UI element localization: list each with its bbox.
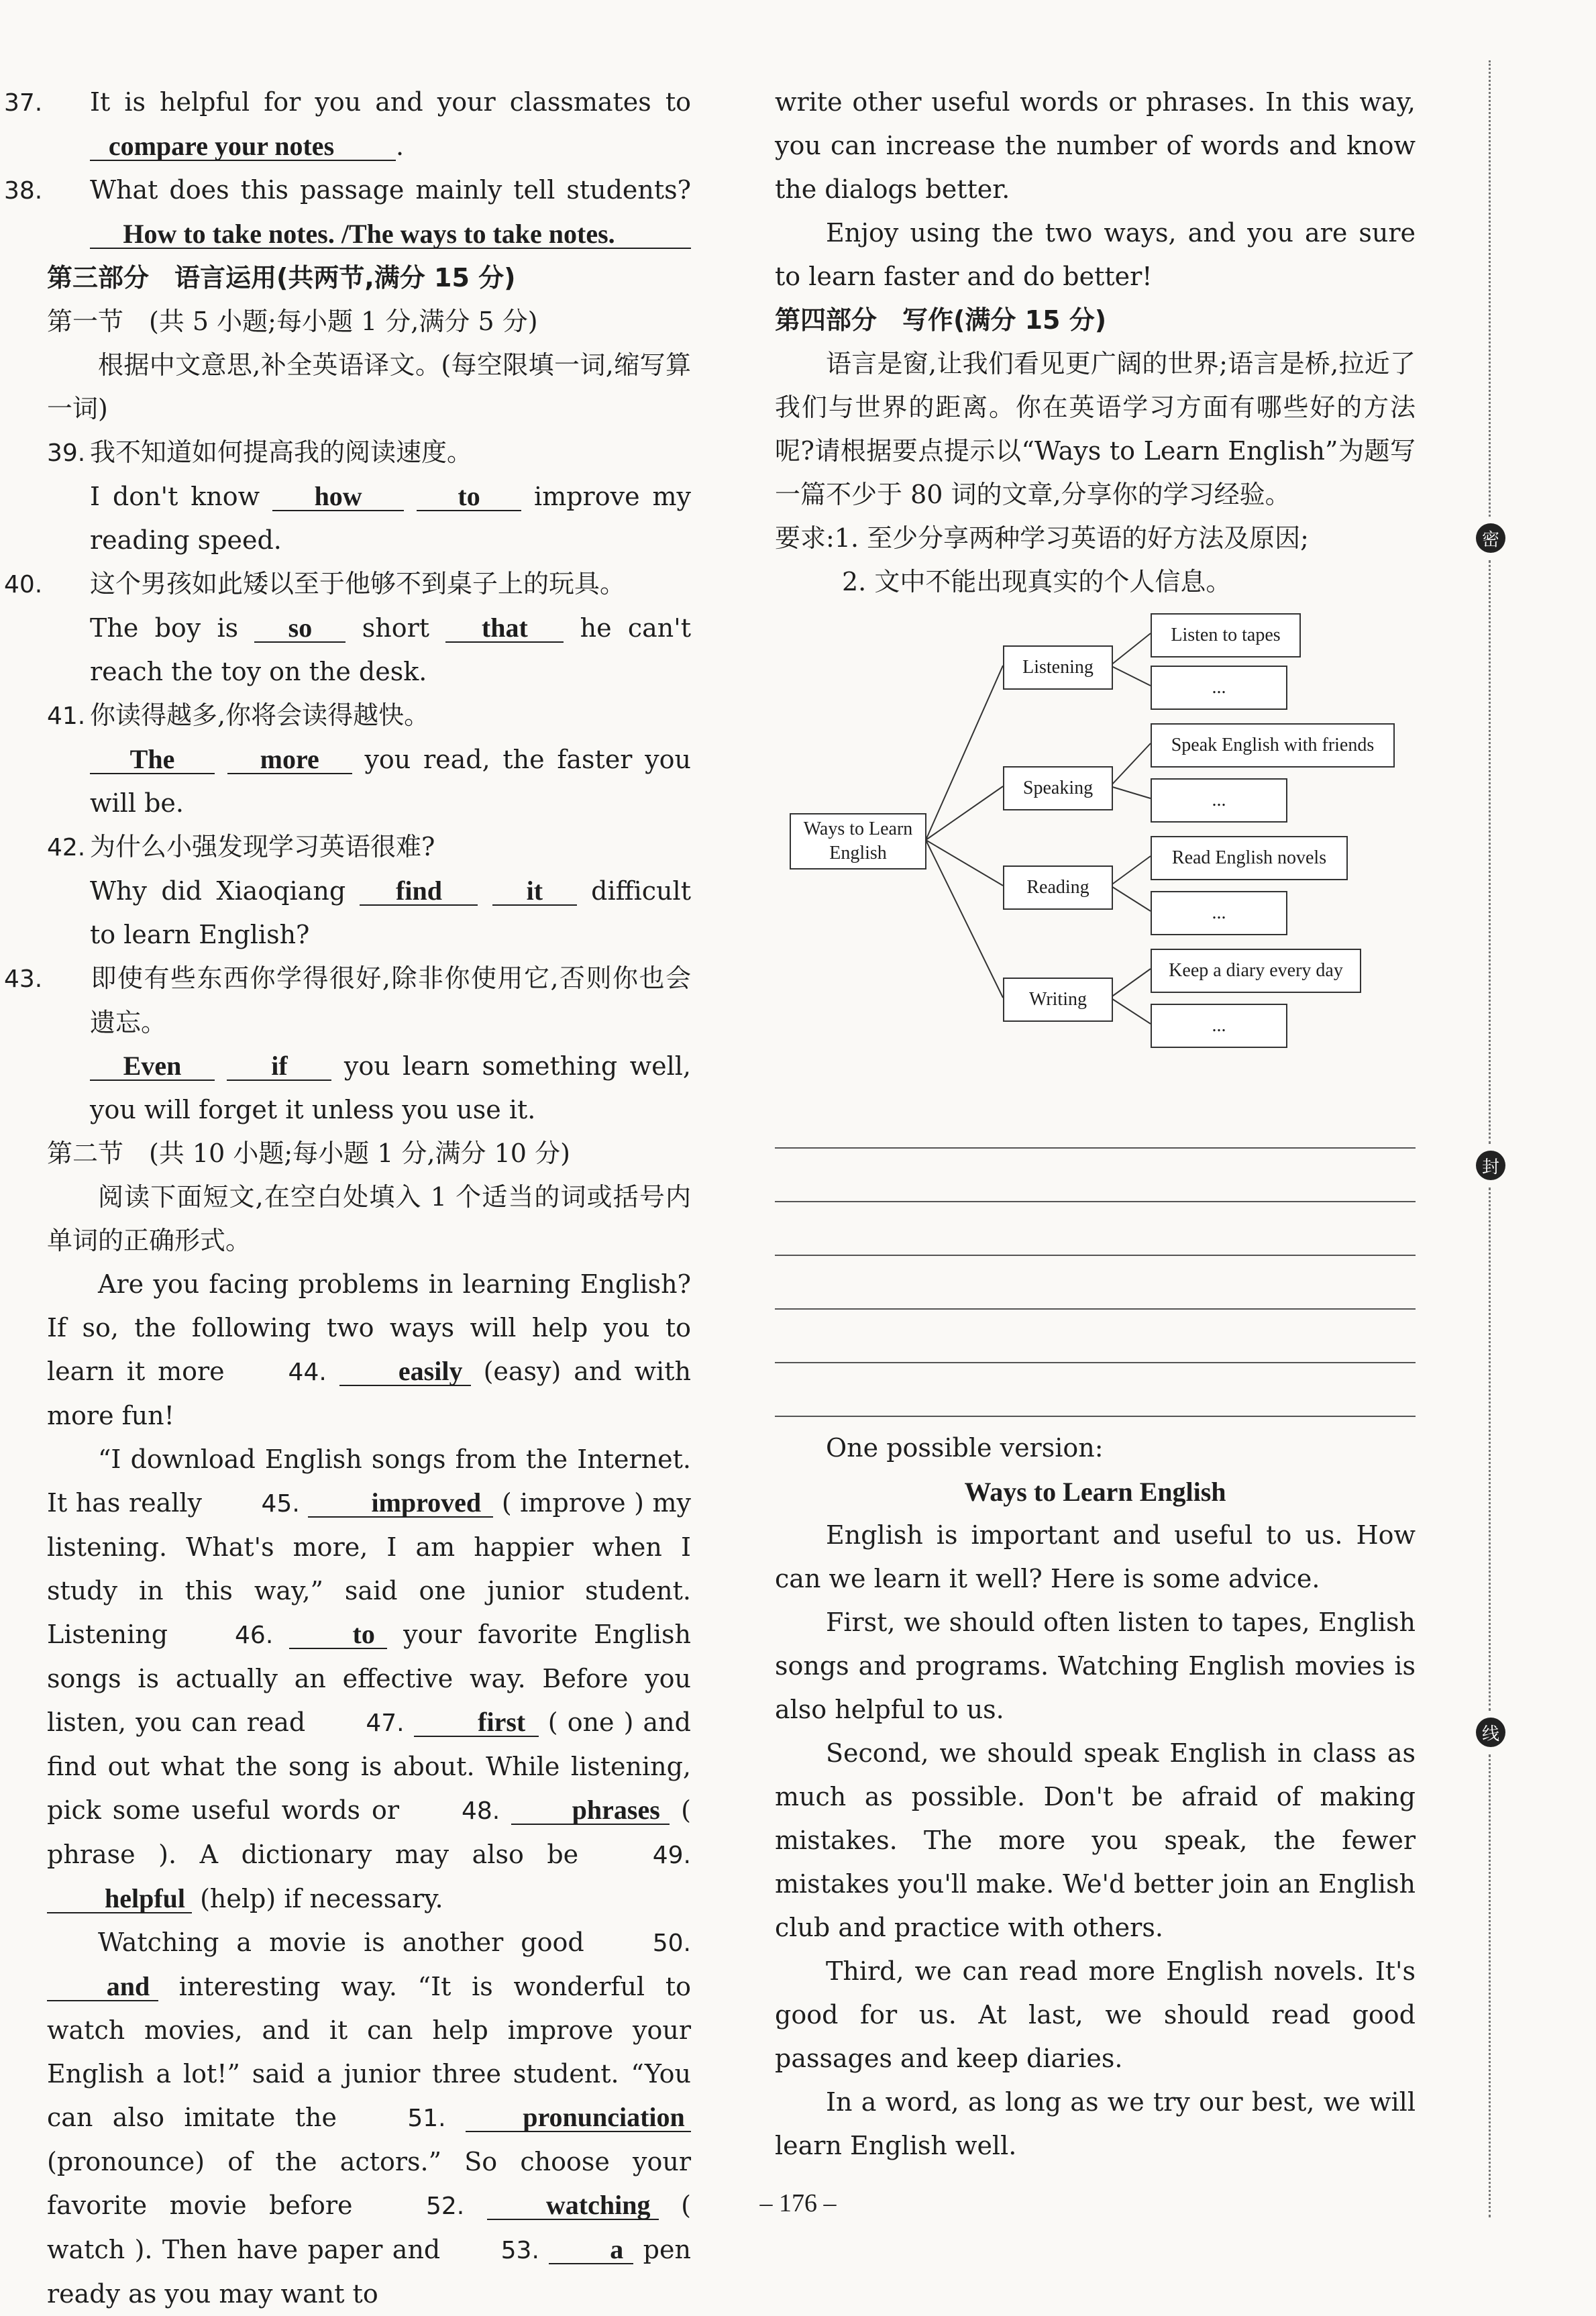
connector-line [1110, 998, 1151, 1024]
answer-42a: find [360, 878, 478, 906]
question-42-cn: 42. 为什么小强发现学习英语很难? [47, 832, 435, 861]
question-43-en: Even if you learn something well, you will forget it unless you use it. [90, 1051, 691, 1124]
writing-prompt: 语言是窗,让我们看见更广阔的世界;语言是桥,拉近了我们与世界的距离。你在英语学习方面有哪些好的方法呢?请根据要点提示以“Ways to Learn English”为题写一篇不少于 80 词的文章,分享你的学习经验。 [775, 349, 1416, 509]
mind-map-root: Ways to Learn English [790, 813, 926, 870]
answer-40a: so [254, 615, 345, 643]
section2-instructions: 阅读下面短文,在空白处填入 1 个适当的词或括号内单词的正确形式。 [47, 1182, 691, 1255]
passage-paragraph-3: Watching a movie is another good 50. and interesting way. “It is wonderful to watch movies, and it can help improve your English a lot!” said a junior three student. “You can also imitate the 51. pronunciation (pronounce) of the actors.” So choose your favorite movie before 52. watching ( watch ). Then have paper and 53. a pen ready as you may want to [47, 1928, 691, 2309]
question-37: 37. It is helpful for you and your classmates to compare your notes . [4, 87, 691, 161]
binding-margin [1476, 60, 1503, 2221]
leaf-writing-blank: ... [1151, 1004, 1287, 1048]
seal-feng: 封 [1476, 1151, 1505, 1180]
writing-line [775, 1310, 1416, 1363]
question-39-en: I don't know how to improve my reading speed. [90, 481, 691, 555]
answer-40b: that [445, 615, 564, 643]
section1-heading: 第一节 (共 5 小题;每小题 1 分,满分 5 分) [47, 307, 538, 336]
essay-paragraph-5: In a word, as long as we try our best, we will learn English well. [775, 2087, 1416, 2160]
answer-38: How to take notes. /The ways to take notes. [90, 221, 691, 249]
connector-line [926, 840, 1003, 998]
possible-version-label: One possible version: [826, 1433, 1104, 1463]
question-41-cn: 41. 你读得越多,你将会读得越快。 [47, 700, 430, 730]
answer-43a: Even [90, 1053, 215, 1081]
seal-mi: 密 [1476, 523, 1505, 553]
writing-line [775, 1149, 1416, 1202]
essay-paragraph-3: Second, we should speak English in class as much as possible. Don't be afraid of making mistakes. The more you speak, the fewer mistakes you'll make. We'd better join an English club and practice with others. [775, 1738, 1416, 1942]
writing-line [775, 1095, 1416, 1149]
leaf-read-novels: Read English novels [1151, 836, 1348, 880]
connector-line [1110, 666, 1151, 686]
answer-51: pronunciation [466, 2104, 691, 2132]
question-39-cn: 39. 我不知道如何提高我的阅读速度。 [47, 437, 473, 467]
dotted-line [1489, 1188, 1491, 1711]
answer-39a: how [272, 483, 404, 511]
connector-line [1110, 743, 1151, 786]
writing-line [775, 1202, 1416, 1256]
connector-line [1110, 856, 1151, 886]
essay-paragraph-1: English is important and useful to us. How can we learn it well? Here is some advice. [775, 1520, 1416, 1593]
dotted-line [1489, 60, 1491, 517]
answer-45: improved [308, 1489, 493, 1518]
question-41-en: The more you read, the faster you will be. [90, 744, 691, 818]
branch-listening: Listening [1003, 645, 1113, 690]
passage-continuation: write other useful words or phrases. In this way, you can increase the number of words and know the dialogs better. [775, 87, 1416, 204]
writing-lines [775, 1095, 1416, 1417]
part4-heading: 第四部分 写作(满分 15 分) [775, 305, 1107, 335]
branch-writing: Writing [1003, 978, 1113, 1022]
section1-instructions: 根据中文意思,补全英语译文。(每空限填一词,缩写算一词) [47, 350, 691, 423]
leaf-keep-diary: Keep a diary every day [1151, 949, 1361, 993]
leaf-reading-blank: ... [1151, 891, 1287, 935]
essay-paragraph-4: Third, we can read more English novels. It's good for us. At last, we should read good passages and keep diaries. [775, 1956, 1416, 2073]
answer-44: easily [339, 1358, 471, 1386]
leaf-listen-to-tapes: Listen to tapes [1151, 613, 1301, 657]
writing-line [775, 1256, 1416, 1310]
leaf-speaking-blank: ... [1151, 778, 1287, 823]
answer-53: a [549, 2236, 633, 2264]
page-number: – 176 – [759, 2189, 837, 2217]
answer-43b: if [227, 1053, 331, 1081]
answer-49: helpful [47, 1885, 192, 1913]
connector-line [1110, 786, 1151, 798]
answer-41b: more [227, 746, 352, 774]
leaf-listening-blank: ... [1151, 666, 1287, 710]
answer-48: phrases [511, 1797, 670, 1825]
branch-speaking: Speaking [1003, 766, 1113, 810]
answer-41a: The [90, 746, 215, 774]
leaf-speak-with-friends: Speak English with friends [1151, 723, 1395, 768]
answer-37: compare your notes [90, 133, 396, 161]
answer-39b: to [417, 483, 521, 511]
section2-heading: 第二节 (共 10 小题;每小题 1 分,满分 10 分) [47, 1139, 570, 1168]
seal-xian: 线 [1476, 1718, 1505, 1747]
right-column [775, 81, 1416, 2168]
answer-47: first [414, 1709, 539, 1737]
writing-line [775, 1363, 1416, 1417]
essay-title: Ways to Learn English [964, 1477, 1226, 1507]
requirement-2: 2. 文中不能出现真实的个人信息。 [842, 567, 1232, 596]
connector-line [1110, 969, 1151, 998]
part3-heading: 第三部分 语言运用(共两节,满分 15 分) [47, 263, 516, 293]
passage-closing: Enjoy using the two ways, and you are sure to learn faster and do better! [775, 218, 1416, 291]
question-38: 38. What does this passage mainly tell students? How to take notes. /The ways to take notes. [4, 175, 691, 249]
question-43-cn: 43. 即使有些东西你学得很好,除非你使用它,否则你也会遗忘。 [4, 963, 691, 1037]
requirement-1: 要求:1. 至少分享两种学习英语的好方法及原因; [775, 523, 1309, 553]
answer-50: and [47, 1973, 158, 2001]
passage-paragraph-1: Are you facing problems in learning English? If so, the following two ways will help you to learn it more 44. easily (easy) and with more fun! [47, 1269, 691, 1430]
question-40-en: The boy is so short that he can't reach the toy on the desk. [90, 613, 691, 686]
dotted-line [1489, 560, 1491, 1144]
connector-line [1110, 886, 1151, 911]
essay-paragraph-2: First, we should often listen to tapes, English songs and programs. Watching English movies is also helpful to us. [775, 1608, 1416, 1724]
answer-42b: it [492, 878, 577, 906]
answer-46: to [289, 1621, 387, 1649]
mind-map [775, 612, 1416, 1095]
question-40-cn: 40. 这个男孩如此矮以至于他够不到桌子上的玩具。 [4, 569, 626, 598]
question-42-en: Why did Xiaoqiang find it difficult to learn English? [90, 876, 691, 949]
dotted-line [1489, 1754, 1491, 2217]
answer-52: watching [487, 2192, 659, 2220]
left-column [4, 81, 691, 2316]
connector-line [1110, 633, 1151, 666]
passage-paragraph-2: “I download English songs from the Internet. It has really 45. improved ( improve ) my listening. What's more, I am happier when I study in this way,” said one junior student. Listening 46. to your favorite English songs is actually an effective way. Before you listen, you can read 47. first ( one ) and find out what the song is about. While listening, pick some useful words or 48. phrases ( phrase ). A dictionary may also be 49. helpful (help) if necessary. [47, 1444, 691, 1913]
branch-reading: Reading [1003, 865, 1113, 910]
